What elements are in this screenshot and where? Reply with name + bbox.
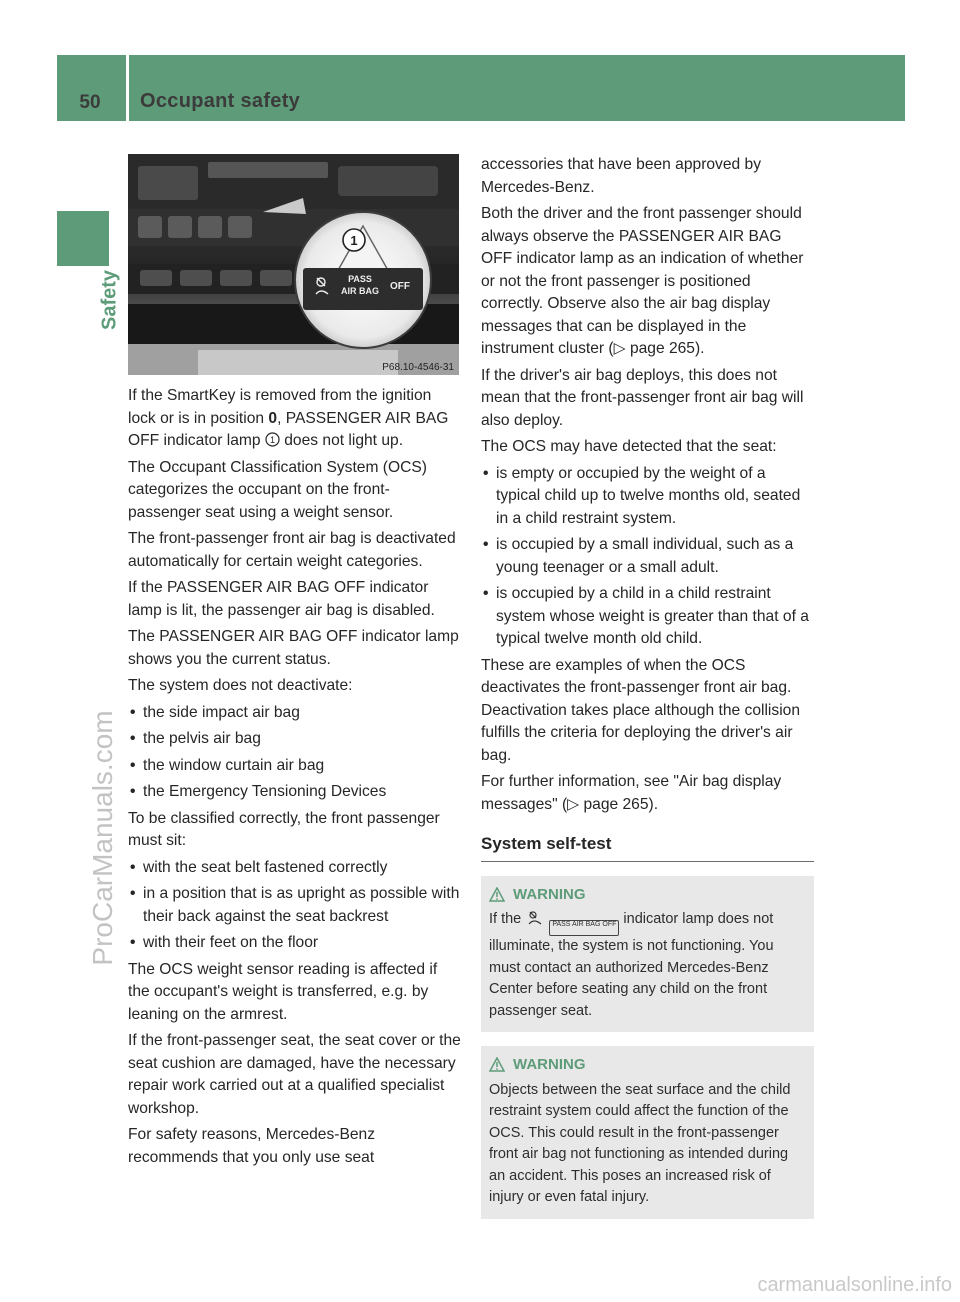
- list-item: • the side impact air bag: [130, 703, 300, 721]
- dashboard-photo: [128, 154, 459, 375]
- paragraph: The Occupant Classification System (OCS) categorizes the occupant on the front-passenger seat using a weight sensor.: [128, 458, 427, 521]
- list-item: • is empty or occupied by the weight of a typical child up to twelve months old, seated in a child restraint system.: [483, 464, 801, 527]
- page-title: Occupant safety: [140, 90, 301, 112]
- paragraph: If the PASSENGER AIR BAG OFF indicator lamp is lit, the passenger air bag is disabled.: [128, 579, 435, 619]
- warning-box: [481, 876, 814, 1033]
- pass-airbag-off-indicator: PASS AIR BAG OFF: [549, 920, 619, 936]
- list-item: • is occupied by a small individual, such as a young teenager or a small adult.: [483, 536, 794, 576]
- warning-title: WARNING: [513, 885, 586, 903]
- passenger-airbag-icon: [525, 910, 545, 926]
- page-number: 50: [79, 92, 101, 113]
- left-column: [128, 385, 461, 1173]
- indicator-text-airbag: AIR BAG: [341, 286, 379, 296]
- callout-ref-icon: [265, 432, 280, 447]
- list-item: • is occupied by a child in a child restraint system whose weight is greater than that of a typical twelve month old child.: [483, 585, 809, 647]
- paragraph: The system does not deactivate:: [128, 677, 353, 694]
- list-item: • the Emergency Tensioning Devices: [130, 783, 387, 800]
- warning-text: Objects between the seat surface and the child restraint system could affect the function of the OCS. This could result in the front-passenger front air bag not functioning as intended during an accident. This poses an increased risk of injury or even fatal injury.: [489, 1081, 791, 1205]
- list-item: • in a position that is as upright as possible with their back against the seat backrest: [130, 885, 460, 925]
- section-label: Safety: [98, 269, 121, 331]
- callout-number: 1: [350, 233, 358, 248]
- list-item: • with their feet on the floor: [130, 934, 319, 951]
- warning-box: [481, 1046, 814, 1219]
- warning-icon: [489, 1057, 505, 1072]
- paragraph: If the SmartKey is removed from the ignition lock or is in position 0, PASSENGER AIR BAG OFF indicator lamp 1 does not light up.: [128, 387, 449, 449]
- list-item: • with the seat belt fastened correctly: [130, 858, 388, 876]
- warning-title: WARNING: [513, 1056, 586, 1073]
- paragraph: The OCS weight sensor reading is affected if the occupant's weight is transferred, e.g. by leaning on the armrest.: [128, 960, 438, 1023]
- svg-text:1: 1: [269, 435, 275, 445]
- paragraph: If the front-passenger seat, the seat cover or the seat cushion are damaged, have the necessary repair work carried out at a qualified specialist workshop.: [128, 1032, 461, 1117]
- page-ref-arrow-icon: ▷: [613, 340, 626, 357]
- paragraph: These are examples of when the OCS deactivates the front-passenger front air bag. Deactivation takes place although the collision fulfills the criteria for deploying the driver's air bag.: [481, 656, 801, 764]
- indicator-text-off: OFF: [390, 281, 410, 292]
- paragraph: The PASSENGER AIR BAG OFF indicator lamp shows you the current status.: [128, 628, 459, 668]
- warning-text: If the PASS AIR BAG OFF indicator lamp does not illuminate, the system is not functioning. You must contact an authorized Mercedes-Benz Center before seating any child on the front passenger seat.: [489, 911, 774, 1019]
- paragraph: To be classified correctly, the front passenger must sit:: [128, 809, 440, 849]
- right-column: [481, 154, 814, 1219]
- section-heading: System self-test: [481, 833, 814, 862]
- paragraph: For further information, see "Air bag display messages" (▷ page 265).: [481, 773, 782, 813]
- site-watermark: ProCarManuals.com: [87, 710, 118, 966]
- image-code: P68.10-4546-31: [382, 362, 454, 373]
- paragraph: Both the driver and the front passenger should always observe the PASSENGER AIR BAG OFF indicator lamp as an indication of whether or not the front passenger is positioned correctly. Observe also the air bag display messages that can be displayed in the instrument cluster (▷ page 265).: [481, 205, 804, 357]
- paragraph: The OCS may have detected that the seat:: [481, 438, 777, 455]
- paragraph: accessories that have been approved by Mercedes-Benz.: [481, 156, 762, 196]
- section-tab: [57, 211, 109, 266]
- header-divider: [126, 55, 129, 121]
- list-item: • the pelvis air bag: [130, 730, 261, 747]
- paragraph: If the driver's air bag deploys, this does not mean that the front-passenger front air bag will also deploy.: [481, 366, 804, 429]
- paragraph: The front-passenger front air bag is deactivated automatically for certain weight categories.: [128, 530, 456, 570]
- warning-icon: [489, 887, 505, 902]
- list-item: • the window curtain air bag: [130, 756, 325, 774]
- page-ref-arrow-icon: ▷: [567, 795, 580, 813]
- footer-watermark: carmanualsonline.info: [757, 1274, 952, 1296]
- indicator-text-pass: PASS: [348, 274, 372, 284]
- paragraph: For safety reasons, Mercedes-Benz recommends that you only use seat: [128, 1126, 376, 1166]
- dashboard-figure: [128, 154, 459, 375]
